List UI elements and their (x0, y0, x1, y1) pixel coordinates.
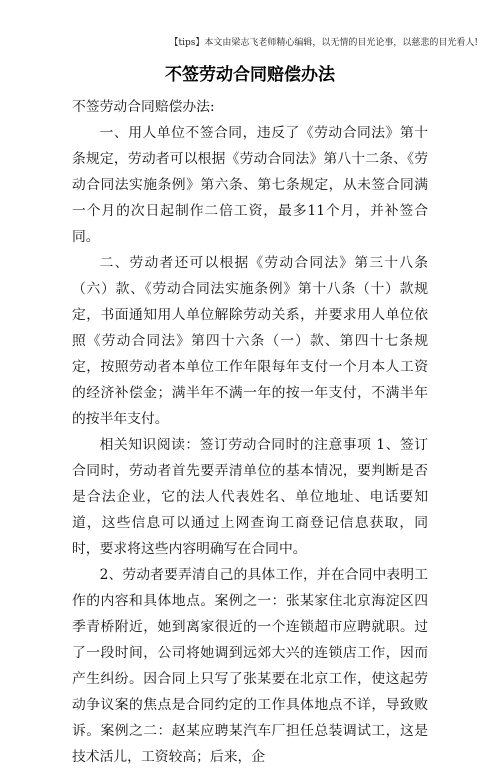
tips-header: 【tips】本文由梁志飞老师精心编辑，以无情的目光论事，以慈悲的目光看人! (169, 38, 478, 48)
document-title: 不签劳动合同赔偿办法 (165, 65, 335, 85)
paragraph-clause-2: 二、劳动者还可以根据《劳动合同法》第三十八条（六）款、《劳动合同法实施条例》第十八条（十）款规定，书面通知用人单位解除劳动关系，并要求用人单位依照《劳动合同法》第四十六条（一）款、第四十七条规定，按照劳动者本单位工作年限每年支付一个月本人工资的经济补偿金；满半年不满一年的按一年支付，不满半年的按半年支付。 (72, 255, 428, 427)
document-body (72, 94, 428, 770)
paragraph-point-2: 2、劳动者要弄清自己的具体工作，并在合同中表明工作的内容和具体地点。案例之一：张某家住北京海淀区四季青桥附近，她到离家很近的一个连锁超市应聘就职。过了一段时间，公司将她调到远郊大兴的连锁店工作，因而产生纠纷。因合同上只写了张某要在北京工作，使这起劳动争议案的焦点是合同约定的工作具体地点不详，导致败诉。案例之二：赵某应聘某汽车厂担任总装调试工，这是技术活儿，工资较高；后来，企 (72, 567, 428, 765)
paragraph-related-reading: 相关知识阅读：签订劳动合同时的注意事项 1、签订合同时，劳动者首先要弄清单位的基本情况，要判断是否是合法企业，它的法人代表姓名、单位地址、电话要知道，这些信息可以通过上网查询工商登记信息获取，同时，要求将这些内容明确写在合同中。 (72, 437, 428, 557)
paragraph-clause-1: 一、用人单位不签合同，违反了《劳动合同法》第十条规定，劳动者可以根据《劳动合同法》第八十二条、《劳动合同法实施条例》第六条、第七条规定，从未签合同满一个月的次日起制作二倍工资，最多11个月，并补签合同。 (72, 125, 428, 245)
intro-paragraph: 不签劳动合同赔偿办法: (72, 99, 215, 115)
